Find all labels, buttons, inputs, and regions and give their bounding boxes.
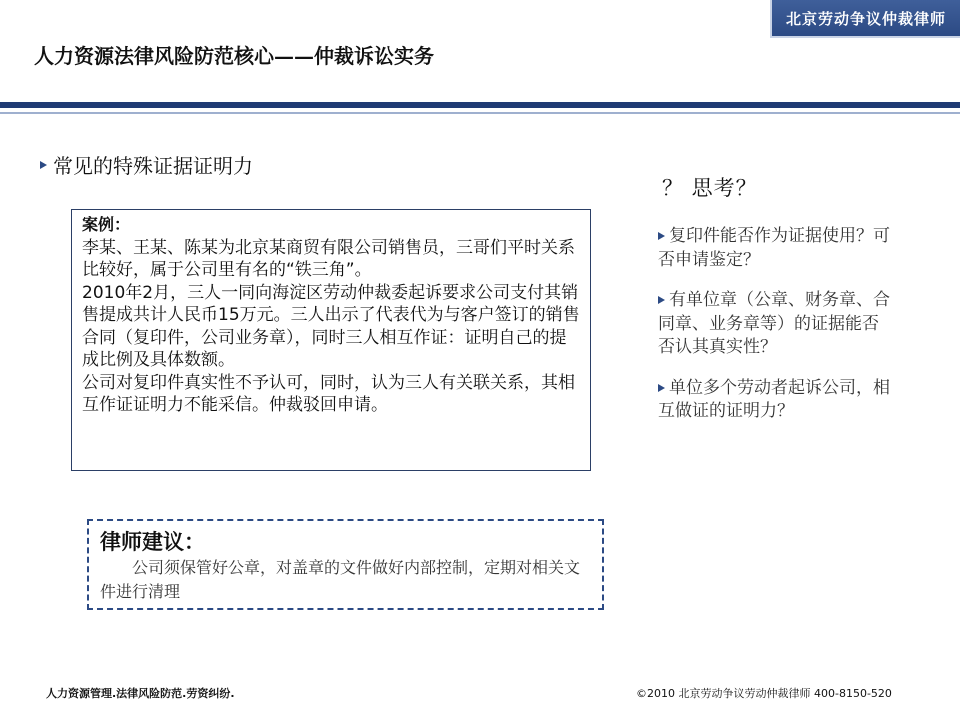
case-paragraph: 2010年2月，三人一同向海淀区劳动仲裁委起诉要求公司支付其销售提成共计人民币15万元。三人出示了代表代为与客户签订的销售合同（复印件，公司业务章），同时三人相互作证：证明自己的提成比例及具体数额。 <box>82 282 580 370</box>
header-divider-thin <box>0 112 960 114</box>
triangle-bullet-icon <box>658 384 665 392</box>
triangle-bullet-icon <box>658 232 665 240</box>
advice-title: 律师建议： <box>100 530 205 554</box>
case-paragraph: 公司对复印件真实性不予认可，同时，认为三人有关联关系，其相互作证证明力不能采信。仲裁驳回申请。 <box>82 372 575 415</box>
case-paragraph: 李某、王某、陈某为北京某商贸有限公司销售员，三哥们平时关系比较好，属于公司里有名的“铁三角”。 <box>82 237 575 280</box>
section-heading <box>40 150 253 179</box>
think-heading: ？ 思考？ <box>662 176 758 200</box>
think-item-text: 复印件能否作为证据使用？可否申请鉴定？ <box>658 226 890 270</box>
case-text <box>82 214 582 417</box>
header-divider-thick <box>0 102 960 108</box>
footer-copyright: ©2010 北京劳动争议劳动仲裁律师 400-8150-520 <box>636 687 892 700</box>
brand-text: 北京劳动争议仲裁律师 <box>785 9 946 28</box>
think-item-text: 单位多个劳动者起诉公司，相互做证的证明力？ <box>658 377 890 421</box>
triangle-bullet-icon <box>658 296 665 304</box>
brand-badge <box>770 0 960 38</box>
think-item-text: 有单位章（公章、财务章、合同章、业务章等）的证据能否否认其真实性？ <box>658 290 890 357</box>
slide-title: 人力资源法律风险防范核心——仲裁诉讼实务 <box>34 44 434 68</box>
triangle-bullet-icon <box>40 161 47 169</box>
case-label: 案例： <box>82 215 131 234</box>
think-item <box>658 377 893 424</box>
think-item <box>658 225 893 272</box>
footer-tagline: 人力资源管理.法律风险防范.劳资纠纷. <box>46 687 235 700</box>
think-item <box>658 289 893 360</box>
section-heading-text: 常见的特殊证据证明力 <box>53 154 253 178</box>
think-list <box>658 225 893 441</box>
advice-text: 公司须保管好公章，对盖章的文件做好内部控制，定期对相关文件进行清理 <box>100 558 581 601</box>
